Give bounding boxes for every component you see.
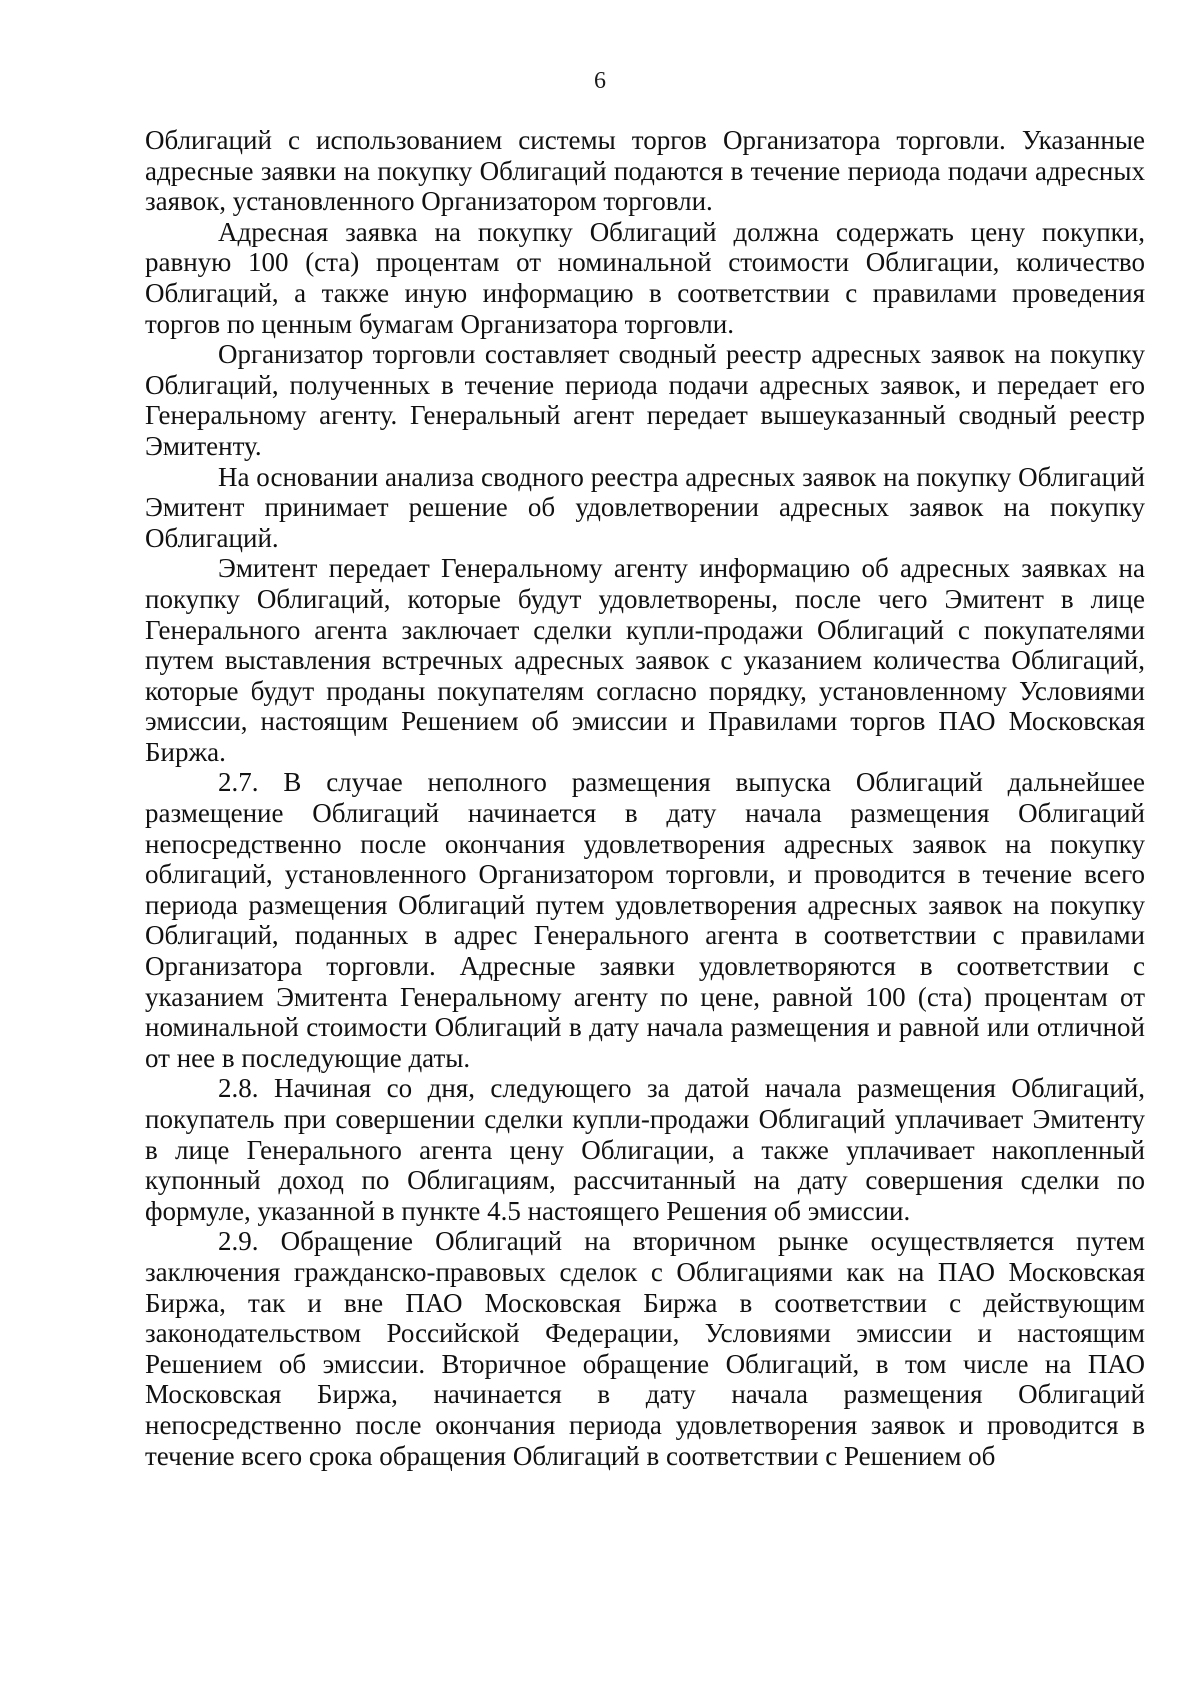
- paragraph-section-2-9: 2.9. Обращение Облигаций на вторичном рынке осуществляется путем заключения гражданско-правовых сделок с Облигациями как на ПАО Московская Биржа, так и вне ПАО Московская Биржа в соответствии с действующим законодательством Российской Федерации, Условиями эмиссии и настоящим Решением об эмиссии. Вторичное обращение Облигаций, в том числе на ПАО Московская Биржа, начинается в дату начала размещения Облигаций непосредственно после окончания периода удовлетворения заявок и проводится в течение всего срока обращения Облигаций в соответствии с Решением об: [145, 1226, 1145, 1471]
- paragraph-issuer-transfer: Эмитент передает Генеральному агенту информацию об адресных заявках на покупку Облигаций, которые будут удовлетворены, после чего Эмитент в лице Генерального агента заключает сделки купли-продажи Облигаций с покупателями путем выставления встречных адресных заявок с указанием количества Облигаций, которые будут проданы покупателям согласно порядку, установленному Условиями эмиссии, настоящим Решением об эмиссии и Правилами торгов ПАО Московская Биржа.: [145, 553, 1145, 767]
- paragraph-issuer-decision: На основании анализа сводного реестра адресных заявок на покупку Облигаций Эмитент принимает решение об удовлетворении адресных заявок на покупку Облигаций.: [145, 461, 1145, 553]
- paragraph-section-2-7: 2.7. В случае неполного размещения выпуска Облигаций дальнейшее размещение Облигаций начинается в дату начала размещения Облигаций непосредственно после окончания удовлетворения адресных заявок на покупку облигаций, установленного Организатором торговли, и проводится в течение всего периода размещения Облигаций путем удовлетворения адресных заявок на покупку Облигаций, поданных в адрес Генерального агента в соответствии с правилами Организатора торговли. Адресные заявки удовлетворяются в соответствии с указанием Эмитента Генеральному агенту по цене, равной 100 (ста) процентам от номинальной стоимости Облигаций в дату начала размещения и равной или отличной от нее в последующие даты.: [145, 767, 1145, 1073]
- paragraph-continuation: Облигаций с использованием системы торгов Организатора торговли. Указанные адресные заявки на покупку Облигаций подаются в течение периода подачи адресных заявок, установленного Организатором торговли.: [145, 125, 1145, 217]
- document-body: [145, 125, 1145, 1471]
- paragraph-consolidated-register: Организатор торговли составляет сводный реестр адресных заявок на покупку Облигаций, полученных в течение периода подачи адресных заявок, и передает его Генеральному агенту. Генеральный агент передает вышеуказанный сводный реестр Эмитенту.: [145, 339, 1145, 461]
- paragraph-section-2-8: 2.8. Начиная со дня, следующего за датой начала размещения Облигаций, покупатель при совершении сделки купли-продажи Облигаций уплачивает Эмитенту в лице Генерального агента цену Облигации, а также уплачивает накопленный купонный доход по Облигациям, рассчитанный на дату совершения сделки по формуле, указанной в пункте 4.5 настоящего Решения об эмиссии.: [145, 1073, 1145, 1226]
- paragraph-address-order-content: Адресная заявка на покупку Облигаций должна содержать цену покупки, равную 100 (ста) процентам от номинальной стоимости Облигации, количество Облигаций, а также иную информацию в соответствии с правилами проведения торгов по ценным бумагам Организатора торговли.: [145, 216, 1145, 339]
- page-number: 6: [594, 68, 606, 94]
